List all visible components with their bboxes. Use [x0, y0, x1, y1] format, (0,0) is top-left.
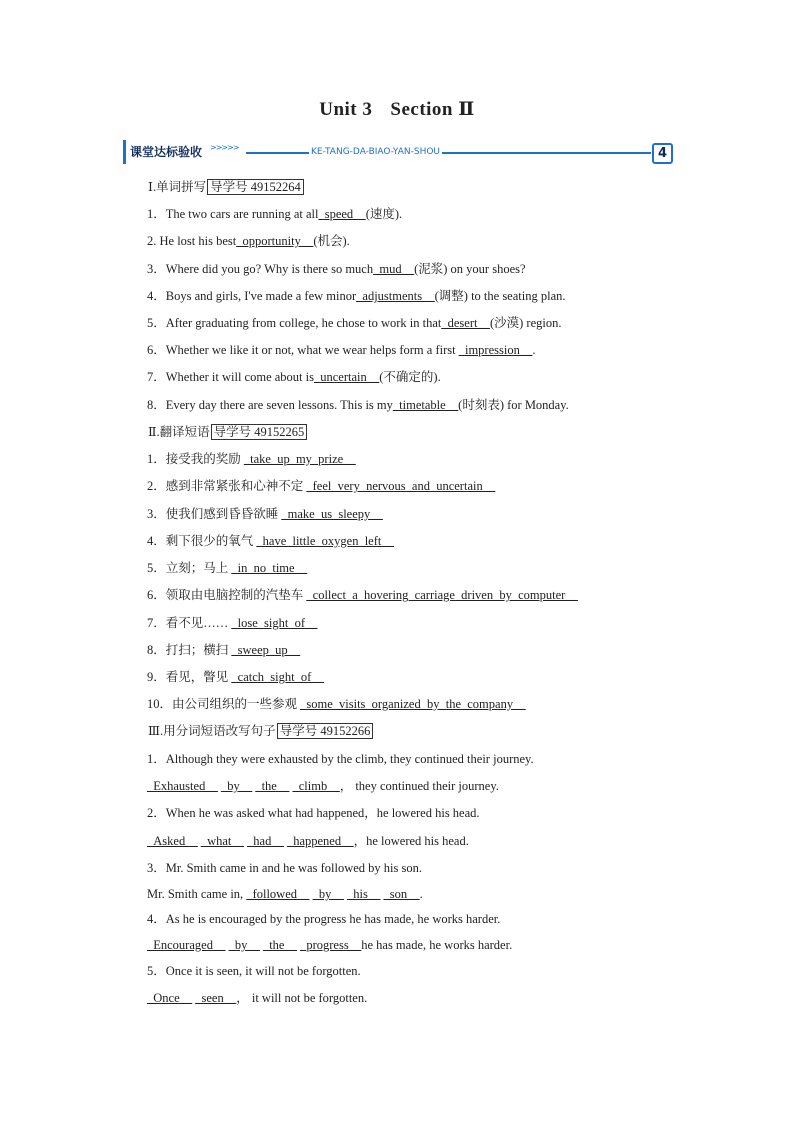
- item-text: 8．打扫；横扫: [147, 643, 232, 657]
- section-heading: [148, 179, 304, 195]
- banner-pinyin: KE-TANG-DA-BIAO-YAN-SHOU: [311, 147, 441, 157]
- exercise-item: [147, 696, 526, 712]
- item-text: (时刻表) for Monday.: [458, 398, 569, 412]
- section-title: Ⅰ.单词拼写: [148, 180, 207, 194]
- answer-blank: _followed__: [246, 887, 310, 901]
- item-text: 2．感到非常紧张和心神不定: [147, 479, 307, 493]
- item-text: 5．立刻；马上: [147, 561, 232, 575]
- answer-blank: _Exhausted__: [147, 779, 218, 793]
- answer-blank: _had__: [247, 834, 284, 848]
- answer-blank: _in_no_time__: [231, 561, 308, 575]
- item-text: (速度).: [365, 207, 403, 221]
- section-title: Ⅱ.翻译短语: [148, 425, 210, 439]
- question: 4．As he is encouraged by the progress he has made, he works harder.: [147, 912, 501, 926]
- section-title: Ⅲ.用分词短语改写句子: [148, 724, 276, 738]
- item-text: ， it will not be forgotten.: [236, 991, 368, 1005]
- banner-number-badge: 4: [652, 143, 673, 164]
- answer-blank: _opportunity__: [236, 234, 314, 248]
- item-text: .: [419, 887, 423, 901]
- exercise-item: [147, 369, 441, 385]
- exercise-item: [147, 288, 566, 304]
- answer-blank: _mud__: [373, 262, 415, 276]
- answer-blank: _progress__: [300, 938, 362, 952]
- rewrite-answer: [147, 937, 512, 953]
- item-text: (沙漠) region.: [489, 316, 562, 330]
- answer-blank: _by__: [220, 779, 253, 793]
- item-text: 5．After graduating from college, he chose to work in that: [147, 316, 442, 330]
- answer-blank: _Encouraged__: [147, 938, 226, 952]
- exercise-item: [147, 669, 324, 685]
- banner-label: 课堂达标验收: [123, 140, 206, 164]
- item-text: (泥浆) on your shoes?: [414, 262, 526, 276]
- answer-blank: _uncertain__: [313, 370, 380, 384]
- section-heading: [148, 424, 307, 440]
- guide-number: 导学号 49152266: [277, 723, 374, 739]
- item-text: 6．领取由电脑控制的汽垫车: [147, 588, 307, 602]
- exercise-item: [147, 533, 394, 549]
- answer-blank: _sweep_up__: [231, 643, 301, 657]
- item-text: ，he lowered his head.: [353, 834, 469, 848]
- answer-blank: _impression__: [458, 343, 533, 357]
- answer-blank: _the__: [262, 938, 297, 952]
- exercise-item: [147, 261, 526, 277]
- answer-blank: _by__: [228, 938, 260, 952]
- answer-blank: _Asked__: [147, 834, 198, 848]
- question: 1．Although they were exhausted by the climb, they continued their journey.: [147, 752, 534, 766]
- answer-blank: _some_visits_organized_by_the_company__: [300, 697, 526, 711]
- answer-blank: _lose_sight_of__: [231, 616, 318, 630]
- question: 3．Mr. Smith came in and he was followed by his son.: [147, 861, 422, 875]
- item-text: 7．Whether it will come about is: [147, 370, 314, 384]
- guide-number: 导学号 49152264: [207, 179, 304, 195]
- item-text: 3．使我们感到昏昏欲睡: [147, 507, 282, 521]
- answer-blank: _adjustments__: [356, 289, 435, 303]
- item-text: (调整) to the seating plan.: [434, 289, 566, 303]
- section-label: Section Ⅱ: [390, 99, 475, 120]
- page-title: [0, 98, 794, 121]
- answer-blank: _Once__: [147, 991, 193, 1005]
- section-heading: [148, 723, 373, 739]
- answer-blank: _take_up_my_prize__: [243, 452, 356, 466]
- answer-blank: _have_little_oxygen_left__: [256, 534, 394, 548]
- answer-blank: _desert__: [441, 316, 490, 330]
- item-text: (机会).: [313, 234, 350, 248]
- exercise-item: [147, 451, 356, 467]
- exercise-item: [147, 206, 402, 222]
- item-text: 2. He lost his best: [147, 234, 237, 248]
- item-text: 7．看不见……: [147, 616, 232, 630]
- banner-arrows-icon: >>>>>: [210, 143, 239, 152]
- answer-blank: _the__: [255, 779, 290, 793]
- answer-blank: _feel_very_nervous_and_uncertain__: [306, 479, 496, 493]
- item-text: 1．接受我的奖励: [147, 452, 244, 466]
- exercise-item: [147, 342, 535, 358]
- exercise-item: [147, 615, 318, 631]
- item-text: 1．The two cars are running at all: [147, 207, 319, 221]
- answer-blank: _speed__: [318, 207, 366, 221]
- answer-blank: _his__: [347, 887, 381, 901]
- exercise-item: [147, 233, 350, 249]
- item-text: 6．Whether we like it or not, what we wear helps form a first: [147, 343, 459, 357]
- answer-blank: _collect_a_hovering_carriage_driven_by_computer__: [306, 588, 578, 602]
- rewrite-answer: [147, 990, 367, 1006]
- section-banner: [123, 140, 673, 166]
- exercise-item: [147, 315, 561, 331]
- answer-blank: _what__: [200, 834, 244, 848]
- exercise-item: [147, 478, 495, 494]
- banner-line: [246, 152, 651, 154]
- answer-blank: _seen__: [195, 991, 237, 1005]
- answer-blank: _son__: [383, 887, 420, 901]
- item-text: 10．由公司组织的一些参观: [147, 697, 301, 711]
- rewrite-answer: [147, 833, 469, 849]
- item-text: 9．看见，瞥见: [147, 670, 232, 684]
- item-text: Mr. Smith came in,: [147, 887, 247, 901]
- question: 5．Once it is seen, it will not be forgotten.: [147, 964, 361, 978]
- item-text: 3．Where did you go? Why is there so much: [147, 262, 374, 276]
- answer-blank: _catch_sight_of__: [231, 670, 324, 684]
- answer-blank: _by__: [312, 887, 344, 901]
- answer-blank: _climb__: [292, 779, 340, 793]
- exercise-item: [147, 587, 578, 603]
- exercise-item: [147, 397, 569, 413]
- item-text: 4．Boys and girls, I've made a few minor: [147, 289, 357, 303]
- answer-blank: _happened__: [286, 834, 354, 848]
- exercise-item: [147, 642, 300, 658]
- guide-number: 导学号 49152265: [211, 424, 308, 440]
- item-text: .: [532, 343, 536, 357]
- rewrite-answer: [147, 778, 499, 794]
- item-text: ， they continued their journey.: [339, 779, 499, 793]
- item-text: he has made, he works harder.: [361, 938, 513, 952]
- answer-blank: _make_us_sleepy__: [281, 507, 383, 521]
- exercise-item: [147, 560, 307, 576]
- question: 2．When he was asked what had happened，he lowered his head.: [147, 806, 480, 820]
- unit-label: Unit 3: [319, 99, 373, 120]
- item-text: (不确定的).: [379, 370, 441, 384]
- answer-blank: _timetable__: [392, 398, 459, 412]
- item-text: 8．Every day there are seven lessons. This is my: [147, 398, 393, 412]
- rewrite-answer: [147, 886, 423, 902]
- exercise-item: [147, 506, 383, 522]
- item-text: 4．剩下很少的氧气: [147, 534, 257, 548]
